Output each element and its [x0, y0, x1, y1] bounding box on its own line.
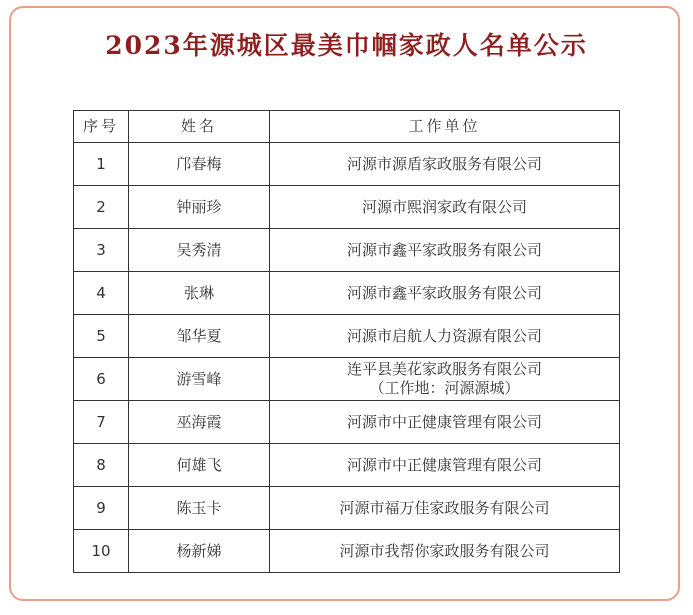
table-row	[74, 358, 620, 401]
row-workplace	[270, 272, 620, 315]
row-workplace	[270, 143, 620, 186]
row-workplace	[270, 186, 620, 229]
row-name: 邝春梅	[129, 143, 270, 186]
workplace-line: 河源市中正健康管理有限公司	[346, 412, 542, 431]
table-row	[74, 315, 620, 358]
workplace-line: 河源市启航人力资源有限公司	[346, 326, 542, 345]
workplace-line: 河源市我帮你家政服务有限公司	[339, 541, 550, 560]
row-number: 9	[74, 487, 129, 530]
row-number: 4	[74, 272, 129, 315]
row-workplace	[270, 487, 620, 530]
row-number: 5	[74, 315, 129, 358]
row-name: 张琳	[129, 272, 270, 315]
table-row	[74, 272, 620, 315]
page-title: 2023年源城区最美巾帼家政人名单公示	[105, 31, 588, 60]
workplace-line: 河源市福万佳家政服务有限公司	[339, 498, 550, 517]
row-name: 钟丽珍	[129, 186, 270, 229]
row-name: 何雄飞	[129, 444, 270, 487]
workplace-line: （工作地：河源源城）	[369, 379, 520, 397]
table-row	[74, 487, 620, 530]
row-number: 7	[74, 401, 129, 444]
row-name: 吴秀清	[129, 229, 270, 272]
roster-table	[73, 110, 620, 573]
table-row	[74, 444, 620, 487]
table-row	[74, 530, 620, 573]
header-row	[74, 111, 620, 143]
workplace-line: 河源市中正健康管理有限公司	[346, 455, 542, 474]
workplace-line: 连平县美花家政服务有限公司	[346, 360, 542, 378]
workplace-line: 河源市源盾家政服务有限公司	[346, 154, 542, 173]
row-name: 邹华夏	[129, 315, 270, 358]
row-workplace	[270, 358, 620, 401]
row-number: 10	[74, 530, 129, 573]
row-workplace	[270, 229, 620, 272]
row-name: 游雪峰	[129, 358, 270, 401]
row-number: 1	[74, 143, 129, 186]
row-number: 2	[74, 186, 129, 229]
table-row	[74, 143, 620, 186]
row-workplace	[270, 401, 620, 444]
table-body	[74, 143, 620, 573]
row-number: 3	[74, 229, 129, 272]
table-row	[74, 229, 620, 272]
header-number: 序号	[74, 111, 129, 143]
row-number: 6	[74, 358, 129, 401]
row-workplace	[270, 530, 620, 573]
workplace-line: 河源市鑫平家政服务有限公司	[346, 283, 542, 302]
table-row	[74, 401, 620, 444]
row-workplace	[270, 315, 620, 358]
workplace-line: 河源市熙润家政有限公司	[361, 197, 527, 216]
row-name: 陈玉卡	[129, 487, 270, 530]
table-row	[74, 186, 620, 229]
row-name: 巫海霞	[129, 401, 270, 444]
table-header	[74, 111, 620, 143]
row-name: 杨新娣	[129, 530, 270, 573]
header-workplace: 工作单位	[270, 111, 620, 143]
row-number: 8	[74, 444, 129, 487]
row-workplace	[270, 444, 620, 487]
header-name: 姓名	[129, 111, 270, 143]
workplace-line: 河源市鑫平家政服务有限公司	[346, 240, 542, 259]
